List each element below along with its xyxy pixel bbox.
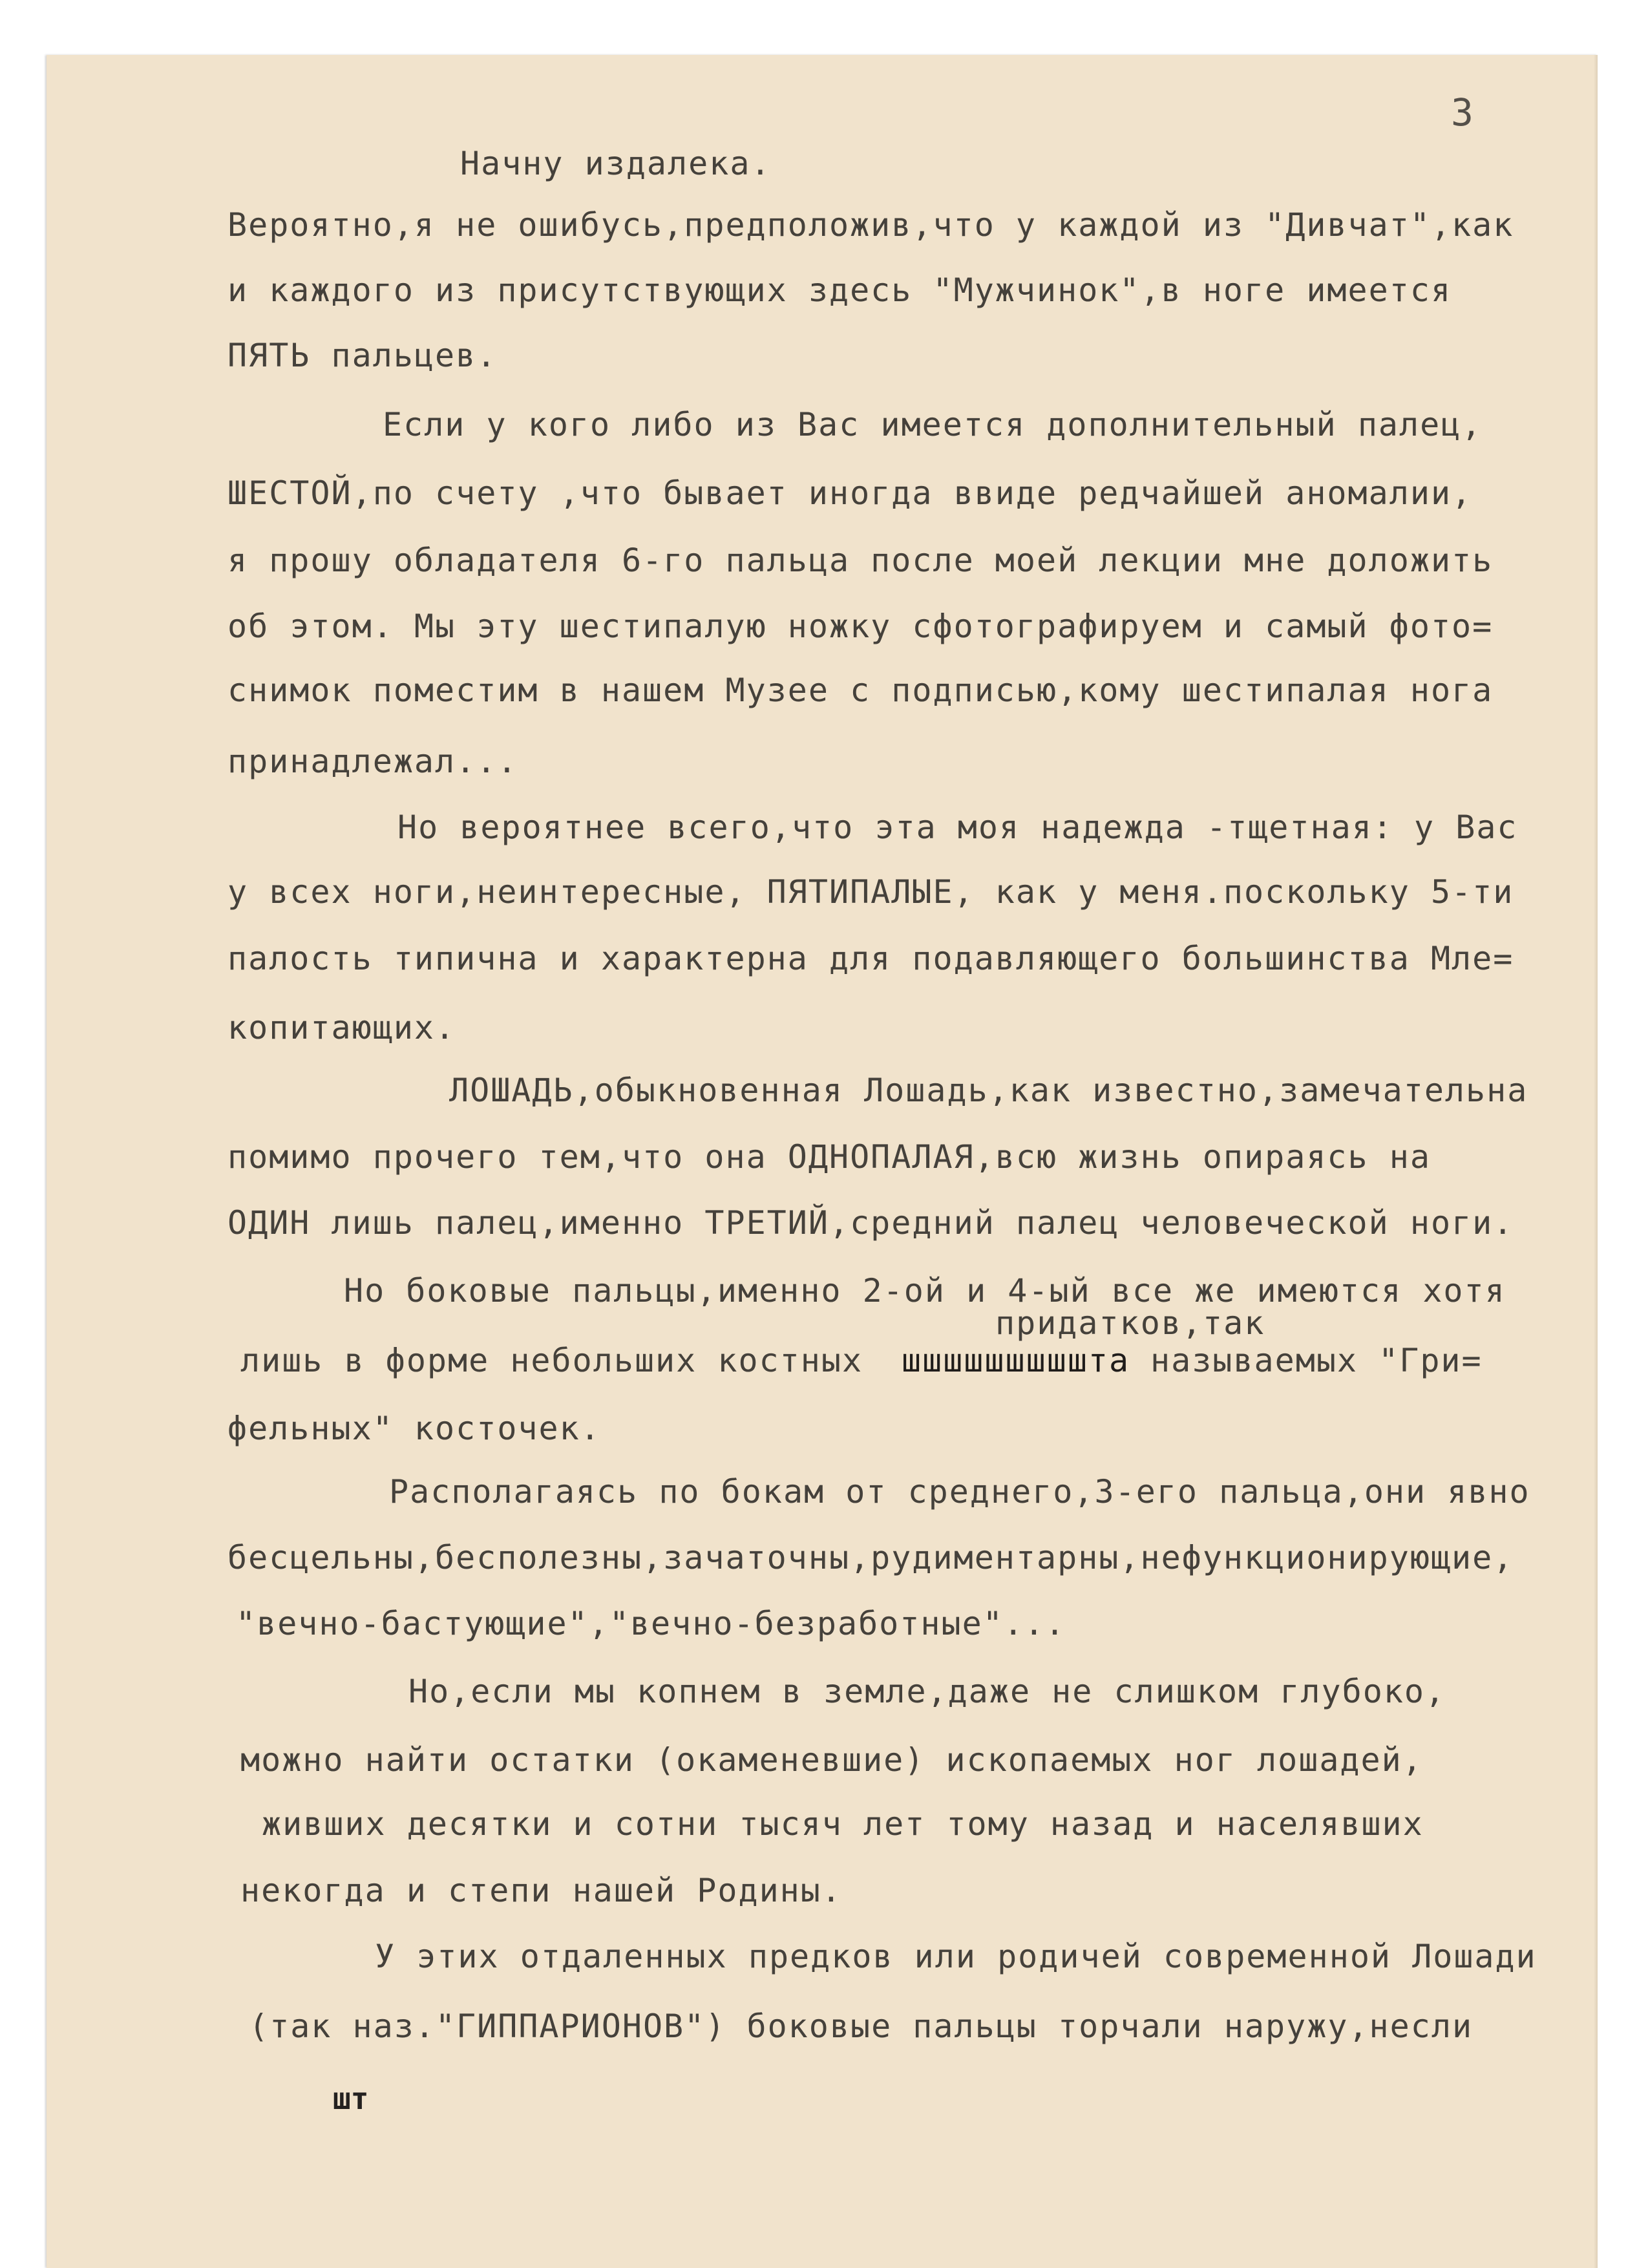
line-2: Вероятно,я не ошибусь,предположив,что у каждой из "Дивчат",как	[227, 206, 1514, 244]
line-22: бесцельны,бесполезны,зачаточны,рудиментарны,нефункционирующие,	[227, 1539, 1514, 1576]
line-3: и каждого из присутствующих здесь "Мужчинок",в ноге имеется	[227, 271, 1452, 309]
struck-out-text: шшшшшшшшшта	[902, 1342, 1130, 1379]
line-17: ОДИН лишь палец,именно ТРЕТИЙ,средний палец человеческой ноги.	[227, 1204, 1514, 1242]
line-11: Но вероятнее всего,что эта моя надежда -тщетная: у Вас	[397, 809, 1518, 846]
line-25: можно найти остатки (окаменевшие) ископаемых ног лошадей,	[240, 1741, 1423, 1779]
line-21: Располагаясь по бокам от среднего,3-его пальца,они явно	[389, 1473, 1530, 1510]
line-26: живших десятки и сотни тысяч лет тому назад и населявших	[262, 1805, 1424, 1843]
line-19-start: лишь в форме небольших костных	[240, 1342, 863, 1379]
line-6: ШЕСТОЙ,по счету ,что бывает иногда ввиде редчайшей аномалии,	[227, 474, 1473, 512]
line-10: принадлежал...	[227, 743, 518, 780]
line-20: фельных" косточек.	[227, 1410, 601, 1447]
line-19-insertion: придатков,так	[995, 1304, 1265, 1342]
line-1: Начну издалека.	[460, 145, 772, 182]
page-number: 3	[1451, 90, 1474, 134]
line-8: об этом. Мы эту шестипалую ножку сфотографируем и самый фото=	[227, 608, 1494, 645]
line-5: Если у кого либо из Вас имеется дополнительный палец,	[383, 406, 1483, 443]
line-16: помимо прочего тем,что она ОДНОПАЛАЯ,всю жизнь опираясь на	[227, 1138, 1431, 1176]
footer-mark: шт	[333, 2081, 369, 2116]
line-28: У этих отдаленных предков или родичей современной Лошади	[375, 1938, 1537, 1975]
line-9: снимок поместим в нашем Музее с подписью,кому шестипалая нога	[227, 672, 1494, 709]
line-24: Но,если мы копнем в земле,даже не слишком глубоко,	[408, 1673, 1446, 1710]
line-4: ПЯТЬ пальцев.	[227, 337, 498, 374]
line-23: "вечно-бастующие","вечно-безработные"...	[236, 1605, 1066, 1642]
line-15: ЛОШАДЬ,обыкновенная Лошадь,как известно,замечательна	[449, 1072, 1528, 1109]
line-13: палость типична и характерна для подавляющего большинства Мле=	[227, 940, 1514, 977]
line-27: некогда и степи нашей Родины.	[240, 1872, 842, 1909]
line-7: я прошу обладателя 6-го пальца после моей лекции мне доложить	[227, 542, 1494, 579]
line-19-end: называемых "Гри=	[1150, 1342, 1483, 1379]
line-14: копитающих.	[227, 1009, 456, 1046]
line-29: (так наз."ГИППАРИОНОВ") боковые пальцы торчали наружу,несли	[249, 2008, 1474, 2045]
line-12: у всех ноги,неинтересные, ПЯТИПАЛЫЕ, как у меня.поскольку 5-ти	[227, 873, 1514, 911]
line-18: Но боковые пальцы,именно 2-ой и 4-ый все же имеются хотя	[344, 1272, 1506, 1309]
